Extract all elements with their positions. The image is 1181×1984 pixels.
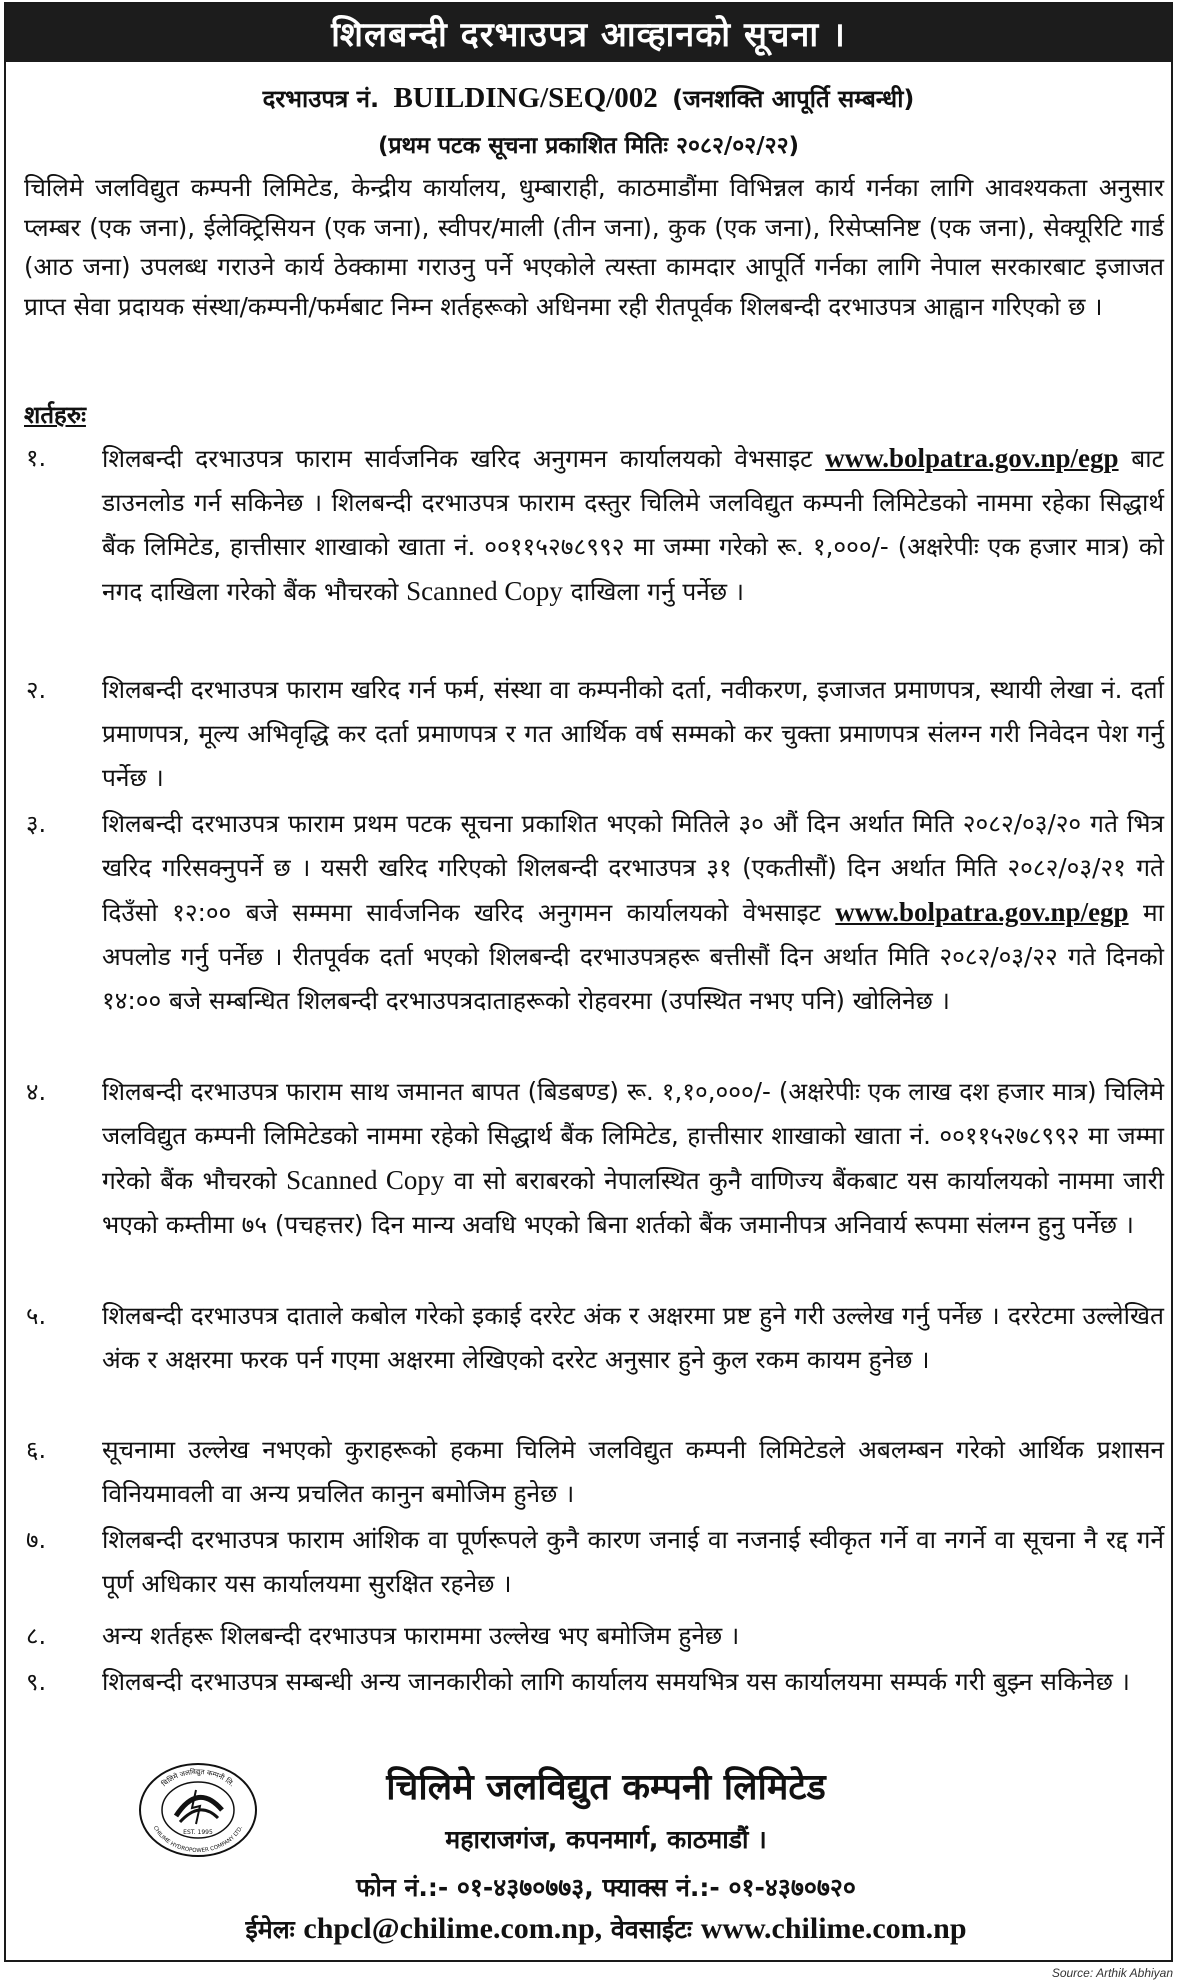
notice-frame [4,2,1173,1962]
email-address[interactable]: chpcl@chilime.com.np, [303,1912,603,1945]
condition-number: ८. [26,1622,47,1650]
condition-number: १. [26,444,47,472]
scanned-copy-term: Scanned Copy [286,1165,445,1195]
condition-text [102,802,1164,1023]
condition-text [102,1070,1164,1247]
website-label: वेवसाईटः [610,1915,692,1944]
email-label: ईमेलः [245,1915,295,1944]
condition-text [102,436,1164,614]
company-seal-logo [136,1760,260,1860]
scanned-copy-term: Scanned Copy [406,576,563,606]
condition-text: शिलबन्दी दरभाउपत्र फाराम खरिद गर्न फर्म, संस्था वा कम्पनीको दर्ता, नवीकरण, इजाजत प्रमाणपत्र, स्थायी लेखा नं. दर्ता प्रमाणपत्र, मूल्य अभिवृद्धि कर दर्ता प्रमाणपत्र र गत आर्थिक वर्ष सम्मको कर चुक्ता प्रमाणपत्र संलग्न गरी निवेदन पेश गर्नु पर्नेछ । [102,675,1164,792]
footer-organization-name: चिलिमे जलविद्युत कम्पनी लिमिटेड [386,1767,826,1808]
condition-number: ७. [26,1526,47,1554]
condition-text: शिलबन्दी दरभाउपत्र दाताले कबोल गरेको इकाई दररेट अंक र अक्षरमा प्रष्ट हुने गरी उल्लेख गर्नु पर्नेछ । दररेटमा उल्लेखित अंक र अक्षरमा फरक पर्न गएमा अक्षरमा लेखिएको दररेट अनुसार हुने कुल रकम कायम हुनेछ । [102,1301,1164,1374]
condition-text-part: शिलबन्दी दरभाउपत्र फाराम सार्वजनिक खरिद अनुगमन कार्यालयको वेभसाइट [102,444,826,473]
condition-text-part: शिलबन्दी दरभाउपत्र फाराम साथ जमानत बापत (बिडबण्ड) रू. १,१०,०००/- (अक्षरेपीः एक लाख दश हजार मात्र) चिलिमे जलविद्युत कम्पनी लिमिटेडको नाममा रहेको सिद्धार्थ बैंक लिमिटेड, हात्तीसार शाखाको खाता नं. ००११५२७८९९२ मा जम्मा गरेको बैंक भौचरको [102,1077,1164,1195]
condition-text-part: वा सो बराबरको नेपालस्थित कुनै वाणिज्य बैंकबाट यस कार्यालयको नाममा जारी भएको कम्तीमा ७५ (पचहत्तर) दिन मान्य अवधि भएको बिना शर्तको बैंक जमानीपत्र अनिवार्य रूपमा संलग्न हुनु पर्नेछ । [102,1166,1165,1239]
source-credit: Source: Arthik Abhiyan [1051,1966,1173,1980]
reference-line [6,82,1171,115]
footer-phone-fax [166,1870,1046,1904]
phone-number[interactable]: ०१-४३७०७७३, [456,1873,594,1902]
condition-text: शिलबन्दी दरभाउपत्र सम्बन्धी अन्य जानकारीको लागि कार्यालय समयभित्र यस कार्यालयमा सम्पर्क गरी बुझ्न सकिनेछ । [102,1667,1130,1696]
phone-label: फोन नं.:- [356,1873,449,1902]
fax-label: फ्याक्स नं.:- [602,1873,720,1902]
conditions-heading: शर्तहरुः [24,401,86,429]
condition-text-part: मा अपलोड गर्नु पर्नेछ । रीतपूर्वक दर्ता भएको शिलबन्दी दरभाउपत्रहरू बत्तीसौं दिन अर्थात मिति २०८२/०३/२२ गते दिनको १४:०० बजे सम्बन्धित शिलबन्दी दरभाउपत्रदाताहरूको रोहवरमा (उपस्थित नभए पनि) खोलिनेछ । [102,898,1164,1015]
seal-bottom-text: CHILIME HYDROPOWER COMPANY LTD. [151,1825,245,1855]
intro-paragraph: चिलिमे जलविद्युत कम्पनी लिमिटेड, केन्द्रीय कार्यालय, धुम्बाराही, काठमाडौंमा विभिन्नल कार्य गर्नका लागि आवश्यकता अनुसार प्लम्बर (एक जना), ईलेक्ट्रिसियन (एक जना), स्वीपर/माली (तीन जना), कुक (एक जना), रिसेप्सनिष्ट (एक जना), सेक्यूरिटि गार्ड (आठ जना) उपलब्ध गराउने कार्य ठेक्कामा गराउनु पर्ने भएकोले त्यस्ता कामदार आपूर्ति गर्नका लागि नेपाल सरकारबाट इजाजत प्राप्त सेवा प्रदायक संस्था/कम्पनी/फर्मबाट निम्न शर्तहरूको अधिनमा रही रीतपूर्वक शिलबन्दी दरभाउपत्र आह्वान गरिएको छ । [24,173,1164,321]
fax-number: ०१-४३७०७२० [728,1873,856,1902]
condition-number: ३. [26,810,47,838]
condition-number: २. [26,676,47,704]
condition-number: ५. [26,1302,47,1330]
seal-year: EST. 1995 [183,1829,213,1836]
condition-text: अन्य शर्तहरू शिलबन्दी दरभाउपत्र फाराममा उल्लेख भए बमोजिम हुनेछ । [102,1621,740,1650]
publish-date-line: (प्रथम पटक सूचना प्रकाशित मितिः २०८२/०२/२२) [377,133,800,159]
condition-number: ६. [26,1436,47,1464]
bolpatra-link[interactable]: www.bolpatra.gov.np/egp [835,897,1129,927]
reference-prefix: दरभाउपत्र नं. [262,85,380,113]
condition-text-part: शिलबन्दी दरभाउपत्र फाराम प्रथम पटक सूचना प्रकाशित भएको मितिले ३० औं दिन अर्थात मिति २०८२/०३/२० गते भित्र खरिद गरिसक्नुपर्ने छ । यसरी खरिद गरिएको शिलबन्दी दरभाउपत्र ३१ (एकतीसौं) दिन अर्थात मिति २०८२/०३/२१ गते दिउँसो १२:०० बजे सम्ममा सार्वजनिक खरिद अनुगमन कार्यालयको वेभसाइट [102,809,1164,927]
bolpatra-link[interactable]: www.bolpatra.gov.np/egp [825,443,1119,473]
footer-address: महाराजगंज, कपनमार्ग, काठमाडौं । [445,1825,767,1854]
notice-title: शिलबन्दी दरभाउपत्र आव्हानको सूचना । [6,4,1171,62]
reference-suffix: (जनशक्ति आपूर्ति सम्बन्धी) [672,85,915,113]
condition-number: ४. [26,1078,47,1106]
condition-text: सूचनामा उल्लेख नभएको कुराहरूको हकमा चिलिमे जलविद्युत कम्पनी लिमिटेडले अबलम्बन गरेको आर्थिक प्रशासन विनियमावली वा अन्य प्रचलित कानुन बमोजिम हुनेछ । [102,1435,1164,1508]
condition-text: शिलबन्दी दरभाउपत्र फाराम आंशिक वा पूर्णरूपले कुनै कारण जनाई वा नजनाई स्वीकृत गर्ने वा नगर्ने वा सूचना नै रद्द गर्ने पूर्ण अधिकार यस कार्यालयमा सुरक्षित रहनेछ । [102,1525,1164,1598]
condition-number: ९. [26,1668,47,1696]
reference-code: BUILDING/SEQ/002 [393,82,658,114]
seal-top-text: चिलिमे जलविद्युत कम्पनी लि. [160,1767,236,1789]
website-link[interactable]: www.chilime.com.np [700,1912,967,1945]
footer-email-website [126,1912,1086,1946]
condition-text-part: बाट डाउनलोड गर्न सकिनेछ । शिलबन्दी दरभाउपत्र फाराम दस्तुर चिलिमे जलविद्युत कम्पनी लिमिटेडको नाममा रहेका सिद्धार्थ बैंक लिमिटेड, हात्तीसार शाखाको खाता नं. ००११५२७८९९२ मा जम्मा गरेको रू. १,०००/- (अक्षरेपीः एक हजार मात्र) को नगद दाखिला गरेको बैंक भौचरको [102,444,1164,606]
condition-text-part: दाखिला गर्नु पर्नेछ । [562,577,745,606]
